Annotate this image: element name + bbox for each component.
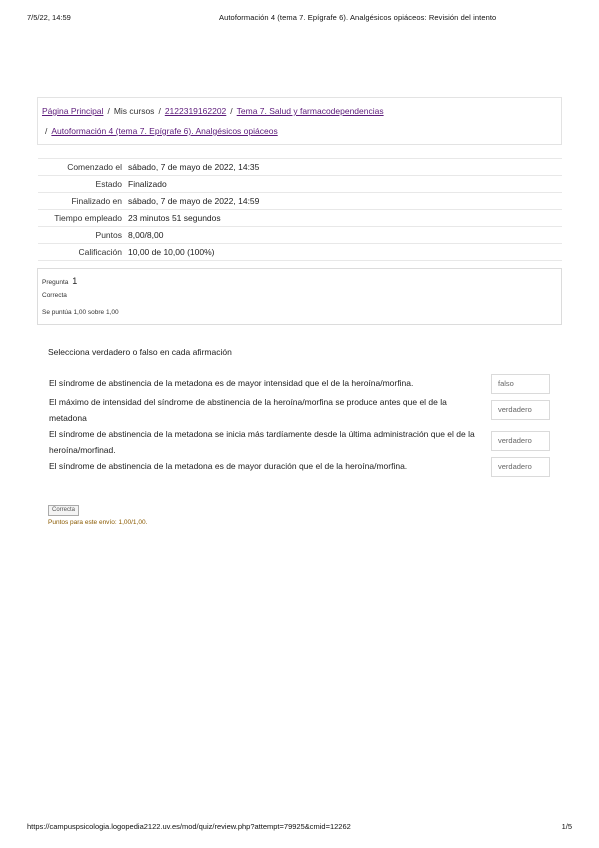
print-date: 7/5/22, 14:59 <box>27 13 71 22</box>
summary-row-time-taken <box>38 210 562 227</box>
breadcrumb <box>37 97 562 145</box>
statement-text: El síndrome de abstinencia de la metadona es de mayor duración que el de la heroína/morfina. <box>49 461 408 471</box>
answer-select[interactable]: falso <box>491 374 550 394</box>
summary-row-points <box>38 227 562 244</box>
summary-label: Finalizado en <box>71 196 122 206</box>
summary-value: sábado, 7 de mayo de 2022, 14:59 <box>128 196 260 206</box>
answer-select[interactable]: verdadero <box>491 400 550 420</box>
summary-row-started <box>38 159 562 176</box>
answer-select[interactable]: verdadero <box>491 431 550 451</box>
summary-value: 10,00 de 10,00 (100%) <box>128 247 215 257</box>
question-grade: Se puntúa 1,00 sobre 1,00 <box>42 309 119 316</box>
summary-value: 8,00/8,00 <box>128 230 164 240</box>
statement-text: El máximo de intensidad del síndrome de abstinencia de la heroína/morfina se produce antes que el de la metadona <box>49 397 447 423</box>
breadcrumb-separator: / <box>107 106 110 116</box>
statement-text: El síndrome de abstinencia de la metadona es de mayor intensidad que el de la heroína/morfina. <box>49 378 414 388</box>
summary-label: Puntos <box>95 230 122 240</box>
feedback-points: Puntos para este envío: 1,00/1,00. <box>48 519 148 526</box>
question-prompt: Selecciona verdadero o falso en cada afirmación <box>48 347 232 357</box>
breadcrumb-separator: / <box>45 126 48 136</box>
attempt-summary-table <box>38 158 562 261</box>
question-info-box <box>37 268 562 325</box>
breadcrumb-home-link[interactable]: Página Principal <box>42 106 104 116</box>
breadcrumb-separator: / <box>158 106 161 116</box>
question-number <box>42 276 77 286</box>
breadcrumb-topic-link[interactable]: Tema 7. Salud y farmacodependencias <box>236 106 384 116</box>
breadcrumb-course-link[interactable]: 2122319162202 <box>164 106 227 116</box>
print-page-number: 1/5 <box>561 822 572 831</box>
summary-label: Comenzado el <box>67 162 122 172</box>
summary-row-grade <box>38 244 562 261</box>
summary-label: Tiempo empleado <box>54 213 122 223</box>
summary-value: sábado, 7 de mayo de 2022, 14:35 <box>128 162 260 172</box>
breadcrumb-quiz-link[interactable]: Autoformación 4 (tema 7. Epígrafe 6). Analgésicos opiáceos <box>51 126 278 136</box>
print-url: https://campuspsicologia.logopedia2122.uv.es/mod/quiz/review.php?attempt=79925&cmid=12262 <box>27 822 351 831</box>
question-number-value: 1 <box>72 276 78 286</box>
summary-row-state <box>38 176 562 193</box>
question-number-label: Pregunta <box>42 279 69 286</box>
summary-value: 23 minutos 51 segundos <box>128 213 221 223</box>
summary-row-finished <box>38 193 562 210</box>
print-header <box>27 13 572 25</box>
summary-value: Finalizado <box>128 179 167 189</box>
summary-label: Calificación <box>78 247 122 257</box>
question-state: Correcta <box>42 292 67 299</box>
print-title: Autoformación 4 (tema 7. Epígrafe 6). Analgésicos opiáceos: Revisión del intento <box>219 13 497 22</box>
statement-text: El síndrome de abstinencia de la metadona se inicia más tardíamente desde la última administración que el de la heroína/morfinad. <box>49 429 475 455</box>
breadcrumb-my-courses: Mis cursos <box>113 106 155 116</box>
answer-select[interactable]: verdadero <box>491 457 550 477</box>
breadcrumb-separator: / <box>230 106 233 116</box>
summary-label: Estado <box>95 179 122 189</box>
feedback-correct-badge: Correcta <box>48 505 79 516</box>
